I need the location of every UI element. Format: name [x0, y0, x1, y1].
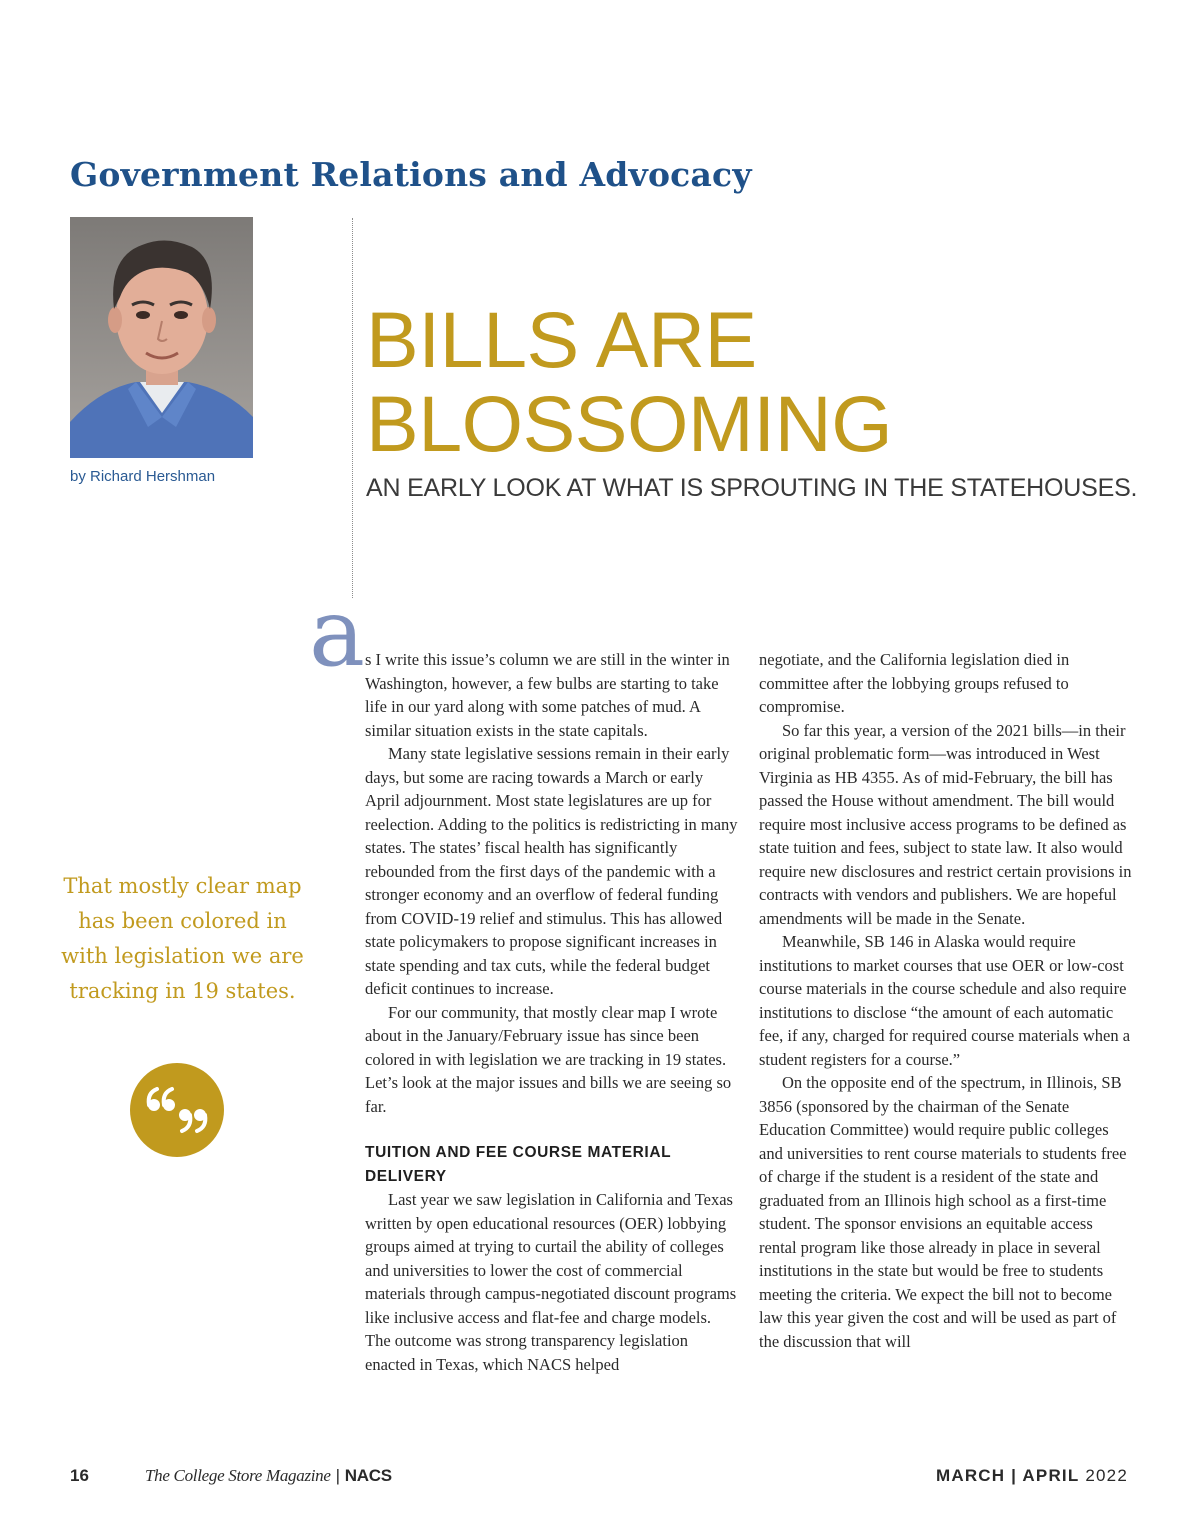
article-subheading: TUITION AND FEE COURSE MATERIAL DELIVERY [365, 1144, 671, 1185]
page-footer [70, 1466, 1128, 1492]
paragraph: Meanwhile, SB 146 in Alaska would require institutions to market courses that use OER or low-cost course materials in the course schedule and also require institutions to disclose “the amount of each automatic fee, if any, charged for required course materials when a student registers for a course.” [759, 932, 1131, 1069]
paragraph: On the opposite end of the spectrum, in Illinois, SB 3856 (sponsored by the chairman of the Senate Education Committee) would require public colleges and universities to rent course materials to students free of charge if the student is a resident of the state and graduated from an Illinois high school as a first-time student. The sponsor envisions an equitable access rental program like those already in place in several institutions in the state but would be free to students meeting the criteria. We expect the bill not to become law this year given the cost and will be used as part of the discussion that will [759, 1073, 1127, 1351]
pull-quote: That mostly clear map has been colored in with legislation we are tracking in 19 states. [61, 874, 304, 1003]
paragraph: Last year we saw legislation in California and Texas written by open educational resources (OER) lobbying groups aimed at trying to curtail the ability of colleges and universities to lower the cost of commercial materials through campus-negotiated discount programs like inclusive access and flat-fee and charge models. The outcome was strong transparency legislation enacted in Texas, which NACS helped [365, 1190, 737, 1374]
paragraph: negotiate, and the California legislation died in committee after the lobbying groups refused to compromise. [759, 650, 1070, 716]
quote-marks-icon [130, 1063, 224, 1157]
paragraph: Many state legislative sessions remain in their early days, but some are racing towards a March or early April adjournment. Most state legislatures are up for reelection. Adding to the politics is redistricting in many states. The states’ fiscal health has significantly rebounded from the first days of the pandemic with a stronger economy and an overflow of federal funding from COVID-19 relief and stimulus. This has allowed state policymakers to propose significant increases in state spending and tax cuts, while the federal budget deficit continues to increase. [365, 744, 738, 998]
article-headline: BILLS ARE BLOSSOMING [366, 295, 893, 468]
paragraph: s I write this issue’s column we are still in the winter in Washington, however, a few bulbs are starting to take life in our yard along with some patches of mud. A similar situation exists in the state capitals. [365, 650, 730, 740]
author-byline: by Richard Hershman [70, 468, 216, 485]
org-name: NACS [344, 1466, 392, 1485]
magazine-title: The College Store Magazine | NACS [145, 1466, 392, 1485]
author-portrait-icon [70, 217, 253, 458]
vertical-divider [352, 218, 353, 598]
drop-cap: a [309, 579, 366, 688]
article-column-right [759, 648, 1134, 1353]
page-number: 16 [70, 1466, 89, 1485]
issue-date: MARCH | APRIL 2022 [935, 1466, 1128, 1485]
footer-separator: | [335, 1466, 340, 1485]
paragraph: For our community, that mostly clear map I wrote about in the January/February issue has since been colored in with legislation we are tracking in 19 states. Let’s look at the major issues and bills we are seeing so far. [365, 1002, 732, 1116]
article-column-left [365, 648, 740, 1376]
author-photo [70, 217, 253, 458]
section-heading: Government Relations and Advocacy [70, 155, 752, 194]
paragraph: So far this year, a version of the 2021 bills—in their original problematic form—was introduced in West Virginia as HB 4355. As of mid-February, the bill has passed the House without amendment. The bill would require most inclusive access programs to be defined as state tuition and fees, subject to state law. It also would require new disclosures and restrict certain provisions in contracts with vendors and publishers. We are hopeful amendments will be made in the Senate. [759, 720, 1132, 928]
article-subheadline: AN EARLY LOOK AT WHAT IS SPROUTING IN THE STATEHOUSES. [366, 474, 1138, 502]
